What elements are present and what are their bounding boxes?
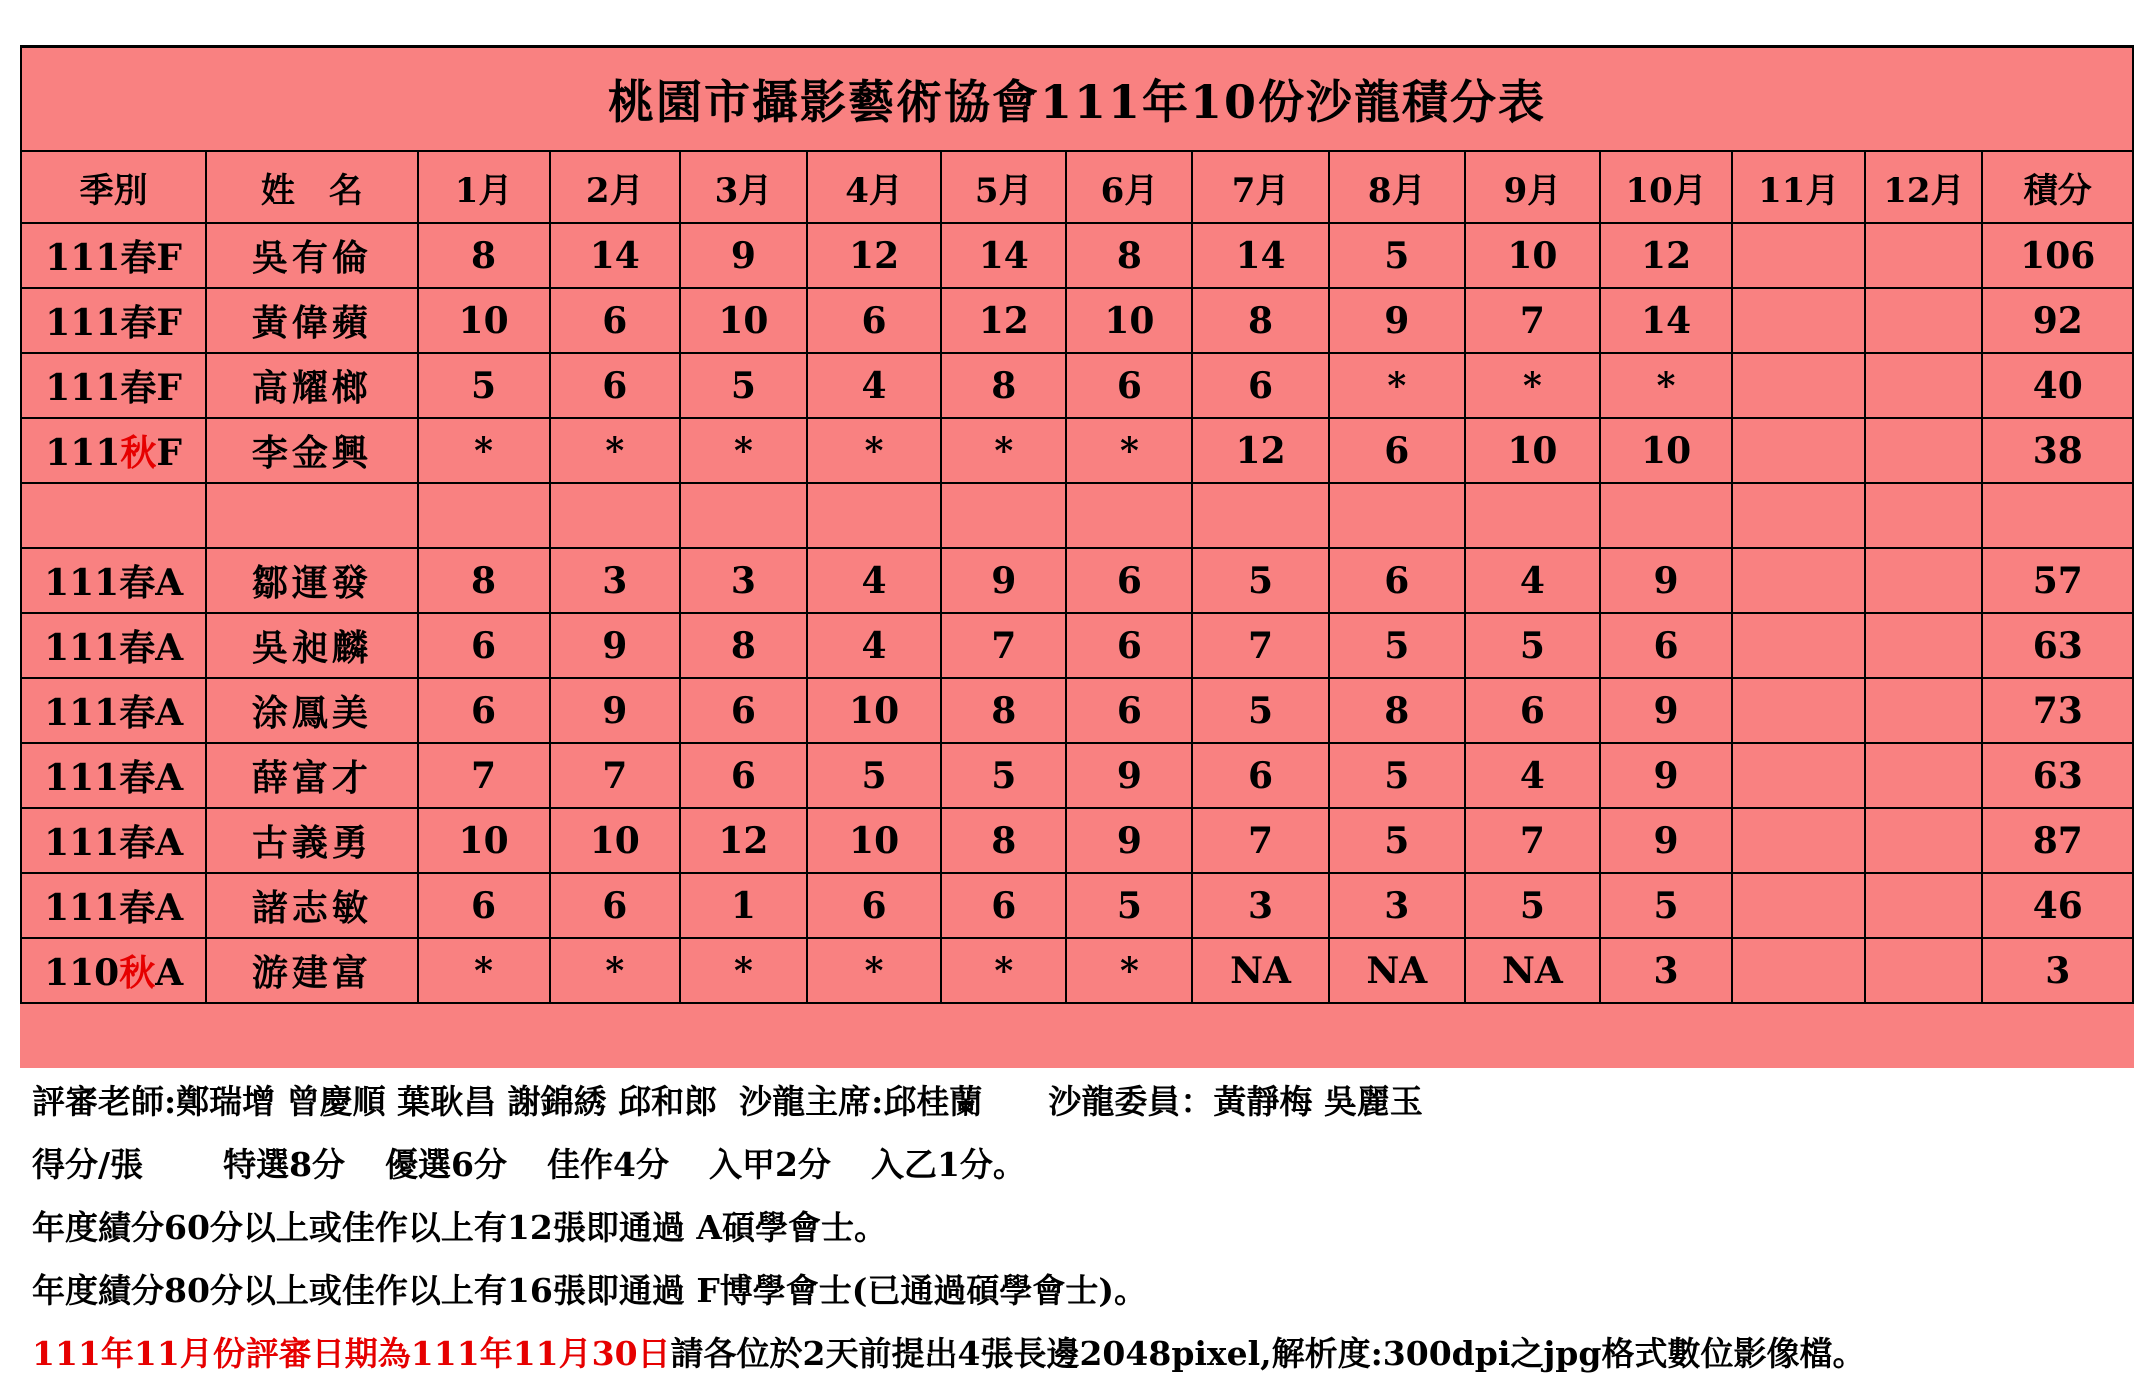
season-cell — [21, 548, 206, 613]
deadline-instructions: 請各位於2天前提出4張長邊2048pixel,解析度:300dpi之jpg格式數位影像檔。 — [670, 1334, 1866, 1373]
total-score: 57 — [1982, 548, 2133, 613]
month-score — [1732, 743, 1865, 808]
season-cell — [21, 678, 206, 743]
month-score: 5 — [1066, 873, 1192, 938]
season-term: 春 — [120, 237, 157, 279]
month-score — [1732, 418, 1865, 483]
chair-text: 沙龍主席:邱桂蘭 — [739, 1082, 983, 1121]
month-score: 6 — [1192, 353, 1328, 418]
month-score: 14 — [941, 223, 1066, 288]
month-score: 10 — [418, 808, 550, 873]
table-row — [21, 613, 2133, 678]
month-score: * — [941, 938, 1066, 1003]
season-level: A — [155, 952, 184, 994]
blank-cell — [1865, 483, 1982, 548]
judges-line — [32, 1070, 2122, 1133]
blank-cell — [941, 483, 1066, 548]
season-cell — [21, 938, 206, 1003]
blank-cell — [206, 483, 417, 548]
month-score: * — [418, 418, 550, 483]
table-row — [21, 678, 2133, 743]
member-name: 鄒運發 — [206, 548, 417, 613]
season-level: A — [155, 757, 184, 799]
member-name: 高耀榔 — [206, 353, 417, 418]
blank-cell — [1600, 483, 1732, 548]
score-table — [20, 45, 2134, 1004]
month-score: 10 — [550, 808, 680, 873]
month-score: 8 — [418, 548, 550, 613]
season-term: 春 — [119, 822, 156, 864]
blank-cell — [1732, 483, 1865, 548]
season-term: 春 — [120, 302, 157, 344]
total-score: 40 — [1982, 353, 2133, 418]
season-term: 春 — [119, 757, 156, 799]
month-score: 9 — [1329, 288, 1465, 353]
month-score — [1865, 418, 1982, 483]
season-level: A — [155, 627, 184, 669]
table-row — [21, 938, 2133, 1003]
season-year: 111 — [44, 822, 120, 864]
blank-cell — [680, 483, 807, 548]
blank-cell — [550, 483, 680, 548]
month-score — [1865, 873, 1982, 938]
month-score: 10 — [1066, 288, 1192, 353]
month-score: 4 — [807, 353, 941, 418]
season-cell — [21, 613, 206, 678]
season-year: 111 — [45, 302, 121, 344]
month-score: NA — [1465, 938, 1600, 1003]
month-score: 10 — [807, 808, 941, 873]
month-score: 5 — [1329, 223, 1465, 288]
month-score: 5 — [1465, 873, 1600, 938]
month-score — [1865, 808, 1982, 873]
month-score: 12 — [680, 808, 807, 873]
month-score: 7 — [1465, 288, 1600, 353]
month-score: 5 — [680, 353, 807, 418]
total-score: 73 — [1982, 678, 2133, 743]
month-score: 6 — [1066, 548, 1192, 613]
header-row — [21, 151, 2133, 223]
table-row — [21, 743, 2133, 808]
committee-text: 沙龍委員：黃靜梅 吳麗玉 — [1048, 1082, 1423, 1121]
season-term: 春 — [119, 562, 156, 604]
month-score: 10 — [680, 288, 807, 353]
blank-cell — [418, 483, 550, 548]
month-score: * — [1066, 938, 1192, 1003]
month-score: 5 — [1192, 548, 1328, 613]
table-row — [21, 353, 2133, 418]
month-score: NA — [1192, 938, 1328, 1003]
season-cell — [21, 223, 206, 288]
month-score: NA — [1329, 938, 1465, 1003]
month-score: 5 — [941, 743, 1066, 808]
month-score: 14 — [1192, 223, 1328, 288]
season-term: 春 — [119, 627, 156, 669]
month-score — [1732, 678, 1865, 743]
member-name: 黃偉蘋 — [206, 288, 417, 353]
month-score: 9 — [941, 548, 1066, 613]
month-score: 6 — [1329, 418, 1465, 483]
month-score: 9 — [680, 223, 807, 288]
month-score: 10 — [1465, 223, 1600, 288]
month-score: 9 — [550, 613, 680, 678]
month-score: 9 — [1600, 678, 1732, 743]
month-score: 8 — [1192, 288, 1328, 353]
month-score: 6 — [1192, 743, 1328, 808]
month-score — [1865, 743, 1982, 808]
judges-text: 評審老師:鄭瑞增 曾慶順 葉耿昌 謝錦綉 邱和郎 — [32, 1082, 718, 1121]
month-score: 6 — [1329, 548, 1465, 613]
month-score: 12 — [941, 288, 1066, 353]
month-score: 6 — [1066, 613, 1192, 678]
season-year: 111 — [45, 432, 121, 474]
month-score — [1865, 678, 1982, 743]
season-level: A — [155, 887, 184, 929]
month-score: 14 — [550, 223, 680, 288]
month-score: * — [1465, 353, 1600, 418]
month-score: 9 — [1600, 808, 1732, 873]
season-term: 春 — [120, 367, 157, 409]
month-score: 6 — [418, 873, 550, 938]
season-cell — [21, 873, 206, 938]
table-row — [21, 808, 2133, 873]
month-score: 9 — [1066, 808, 1192, 873]
season-year: 111 — [44, 562, 120, 604]
month-score: 7 — [1465, 808, 1600, 873]
month-score: * — [550, 938, 680, 1003]
column-header: 4月 — [807, 151, 941, 223]
month-score: * — [807, 938, 941, 1003]
month-score: 4 — [807, 548, 941, 613]
month-score: 9 — [1600, 548, 1732, 613]
table-row — [21, 548, 2133, 613]
season-year: 111 — [44, 627, 120, 669]
month-score: 7 — [418, 743, 550, 808]
season-level: A — [155, 562, 184, 604]
month-score — [1732, 548, 1865, 613]
month-score: 8 — [418, 223, 550, 288]
month-score: * — [1600, 353, 1732, 418]
season-level: F — [156, 432, 182, 474]
column-header: 12月 — [1865, 151, 1982, 223]
score-accept-a: 入甲2分 — [708, 1145, 831, 1184]
month-score: 5 — [1329, 613, 1465, 678]
member-name: 古義勇 — [206, 808, 417, 873]
month-score: * — [680, 418, 807, 483]
total-score: 106 — [1982, 223, 2133, 288]
month-score: 4 — [1465, 548, 1600, 613]
month-score: 9 — [1600, 743, 1732, 808]
table-row — [21, 288, 2133, 353]
month-score: 3 — [550, 548, 680, 613]
month-score — [1865, 613, 1982, 678]
total-score: 63 — [1982, 613, 2133, 678]
table-row — [21, 873, 2133, 938]
month-score: * — [941, 418, 1066, 483]
blank-cell — [1066, 483, 1192, 548]
month-score: * — [418, 938, 550, 1003]
month-score: 6 — [1600, 613, 1732, 678]
month-score: 10 — [418, 288, 550, 353]
month-score: 1 — [680, 873, 807, 938]
table-row — [21, 418, 2133, 483]
month-score — [1732, 288, 1865, 353]
month-score: 6 — [1066, 353, 1192, 418]
month-score: 6 — [807, 288, 941, 353]
month-score: 12 — [807, 223, 941, 288]
month-score: * — [680, 938, 807, 1003]
month-score: 8 — [941, 678, 1066, 743]
month-score: * — [1329, 353, 1465, 418]
season-cell — [21, 418, 206, 483]
month-score: 6 — [807, 873, 941, 938]
blank-cell — [1982, 483, 2133, 548]
season-term: 春 — [119, 692, 156, 734]
member-name: 薛富才 — [206, 743, 417, 808]
month-score: 6 — [550, 288, 680, 353]
total-score: 92 — [1982, 288, 2133, 353]
rule-f-line: 年度績分80分以上或佳作以上有16張即通過 F博學會士(已通過碩學會士)。 — [32, 1271, 1147, 1310]
blank-cell — [1329, 483, 1465, 548]
score-accept-b: 入乙1分。 — [870, 1145, 1026, 1184]
deadline-date: 111年11月份評審日期為111年11月30日 — [32, 1334, 671, 1373]
month-score — [1865, 223, 1982, 288]
month-score: 5 — [1329, 743, 1465, 808]
column-header: 6月 — [1066, 151, 1192, 223]
table-row — [21, 223, 2133, 288]
blank-cell — [1465, 483, 1600, 548]
month-score — [1732, 353, 1865, 418]
column-header: 8月 — [1329, 151, 1465, 223]
member-name: 吳昶麟 — [206, 613, 417, 678]
column-header: 9月 — [1465, 151, 1600, 223]
month-score: 14 — [1600, 288, 1732, 353]
column-header: 10月 — [1600, 151, 1732, 223]
score-excellent: 優選6分 — [385, 1145, 507, 1184]
blank-cell — [1192, 483, 1328, 548]
score-sheet — [20, 45, 2134, 1068]
month-score: 6 — [1066, 678, 1192, 743]
month-score: 6 — [418, 613, 550, 678]
season-year: 111 — [44, 757, 120, 799]
month-score: * — [550, 418, 680, 483]
total-score: 63 — [1982, 743, 2133, 808]
month-score: 10 — [807, 678, 941, 743]
member-name: 李金興 — [206, 418, 417, 483]
member-name: 諸志敏 — [206, 873, 417, 938]
month-score: 3 — [680, 548, 807, 613]
month-score: * — [1066, 418, 1192, 483]
column-header: 姓 名 — [206, 151, 417, 223]
season-level: A — [155, 822, 184, 864]
notes — [32, 1070, 2122, 1385]
month-score: 4 — [807, 613, 941, 678]
month-score: 3 — [1329, 873, 1465, 938]
season-term: 秋 — [119, 952, 156, 994]
month-score: 7 — [1192, 613, 1328, 678]
scoring-label: 得分/張 — [32, 1145, 144, 1184]
month-score: 12 — [1600, 223, 1732, 288]
month-score — [1732, 873, 1865, 938]
blank-cell — [807, 483, 941, 548]
month-score: 4 — [1465, 743, 1600, 808]
season-level: F — [156, 367, 182, 409]
rule-a-line: 年度績分60分以上或佳作以上有12張即通過 A碩學會士。 — [32, 1208, 887, 1247]
month-score — [1732, 613, 1865, 678]
score-special: 特選8分 — [223, 1145, 346, 1184]
month-score: * — [807, 418, 941, 483]
blank-cell — [21, 483, 206, 548]
month-score: 10 — [1465, 418, 1600, 483]
month-score: 6 — [550, 873, 680, 938]
total-score: 38 — [1982, 418, 2133, 483]
month-score: 12 — [1192, 418, 1328, 483]
month-score: 8 — [941, 353, 1066, 418]
season-year: 111 — [44, 887, 120, 929]
total-score: 46 — [1982, 873, 2133, 938]
month-score: 5 — [1329, 808, 1465, 873]
month-score: 6 — [941, 873, 1066, 938]
season-year: 110 — [44, 952, 120, 994]
total-score: 87 — [1982, 808, 2133, 873]
month-score: 6 — [680, 743, 807, 808]
month-score — [1865, 288, 1982, 353]
month-score: 3 — [1192, 873, 1328, 938]
month-score: 9 — [1066, 743, 1192, 808]
blank-row — [21, 483, 2133, 548]
season-level: F — [156, 237, 182, 279]
season-year: 111 — [45, 367, 121, 409]
month-score: 10 — [1600, 418, 1732, 483]
month-score: 8 — [1066, 223, 1192, 288]
month-score — [1865, 353, 1982, 418]
season-year: 111 — [44, 692, 120, 734]
month-score: 5 — [1465, 613, 1600, 678]
column-header: 5月 — [941, 151, 1066, 223]
season-cell — [21, 353, 206, 418]
month-score: 8 — [1329, 678, 1465, 743]
month-score — [1865, 938, 1982, 1003]
month-score — [1732, 808, 1865, 873]
season-level: A — [155, 692, 184, 734]
column-header: 2月 — [550, 151, 680, 223]
season-level: F — [156, 302, 182, 344]
month-score: 8 — [680, 613, 807, 678]
season-cell — [21, 743, 206, 808]
deadline-line — [32, 1322, 2122, 1385]
month-score: 6 — [680, 678, 807, 743]
member-name: 涂鳳美 — [206, 678, 417, 743]
month-score: 5 — [1600, 873, 1732, 938]
month-score: 5 — [807, 743, 941, 808]
total-score: 3 — [1982, 938, 2133, 1003]
column-header: 1月 — [418, 151, 550, 223]
month-score — [1732, 938, 1865, 1003]
month-score: 5 — [418, 353, 550, 418]
month-score: 6 — [550, 353, 680, 418]
column-header: 3月 — [680, 151, 807, 223]
season-year: 111 — [45, 237, 121, 279]
member-name: 游建富 — [206, 938, 417, 1003]
bottom-band — [20, 1004, 2134, 1068]
column-header: 季別 — [21, 151, 206, 223]
month-score: 7 — [550, 743, 680, 808]
month-score — [1865, 548, 1982, 613]
table-title: 桃園市攝影藝術協會111年10份沙龍積分表 — [21, 47, 2133, 152]
season-cell — [21, 808, 206, 873]
season-term: 秋 — [120, 432, 157, 474]
score-merit: 佳作4分 — [547, 1145, 669, 1184]
month-score: 8 — [941, 808, 1066, 873]
column-header: 11月 — [1732, 151, 1865, 223]
month-score: 5 — [1192, 678, 1328, 743]
column-header: 7月 — [1192, 151, 1328, 223]
month-score: 6 — [418, 678, 550, 743]
month-score: 3 — [1600, 938, 1732, 1003]
season-cell — [21, 288, 206, 353]
month-score: 7 — [941, 613, 1066, 678]
month-score: 6 — [1465, 678, 1600, 743]
scoring-line — [32, 1133, 2122, 1196]
member-name: 吳有倫 — [206, 223, 417, 288]
month-score — [1732, 223, 1865, 288]
month-score: 9 — [550, 678, 680, 743]
month-score: 7 — [1192, 808, 1328, 873]
season-term: 春 — [119, 887, 156, 929]
column-header: 積分 — [1982, 151, 2133, 223]
